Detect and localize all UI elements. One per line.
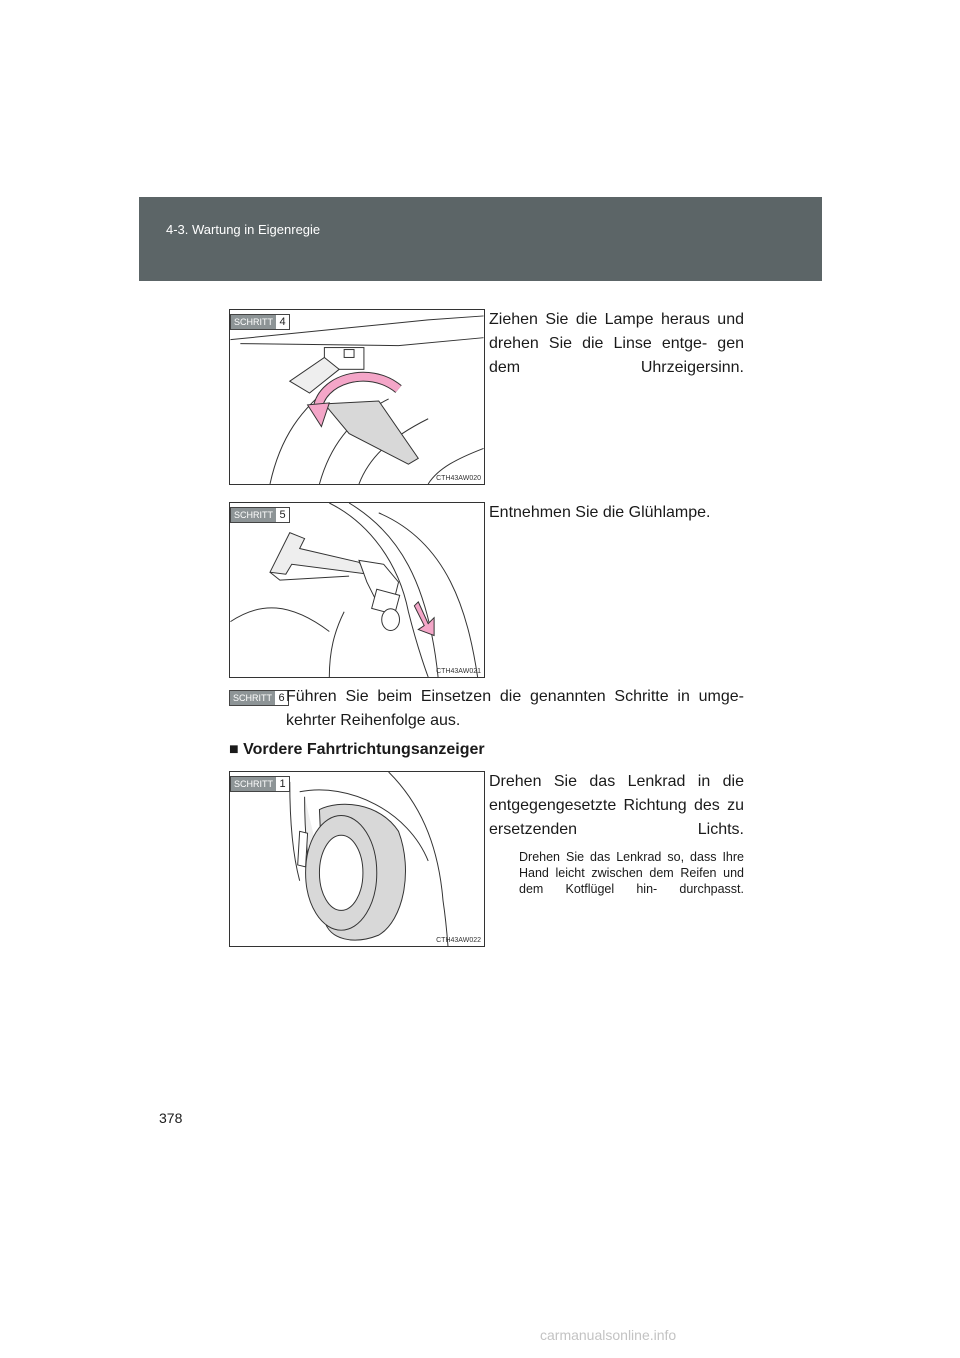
step-1-note: Drehen Sie das Lenkrad so, dass Ihre Hand leicht zwischen dem Reifen und dem Kotflügel hin- durchpasst. xyxy=(519,850,744,896)
step-badge xyxy=(230,776,290,792)
section-heading: ■ Vordere Fahrtrichtungsanzeiger xyxy=(229,741,485,758)
watermark: carmanualsonline.info xyxy=(540,1327,677,1343)
lamp-lens-illustration xyxy=(230,310,484,484)
step-6-badge xyxy=(229,690,289,706)
step-label: SCHRITT xyxy=(231,508,276,522)
figure-step-5 xyxy=(229,502,485,678)
step-label: SCHRITT xyxy=(231,777,276,791)
steering-wheel-tire-illustration xyxy=(230,772,484,946)
step-badge xyxy=(230,507,290,523)
figure-code: CTH43AW021 xyxy=(436,668,481,675)
step-number: 5 xyxy=(276,508,289,522)
figure-code: CTH43AW022 xyxy=(436,937,481,944)
step-number: 1 xyxy=(276,777,289,791)
figure-step-4 xyxy=(229,309,485,485)
step-6-instruction: Führen Sie beim Einsetzen die genannten Schritte in umge- kehrter Reihenfolge aus. xyxy=(286,688,744,729)
step-number: 4 xyxy=(276,315,289,329)
step-number: 6 xyxy=(275,691,288,705)
section-header xyxy=(139,197,822,281)
step-1-instruction: Drehen Sie das Lenkrad in die entgegengesetzte Richtung des zu ersetzenden Lichts. xyxy=(489,773,744,838)
section-title: 4-3. Wartung in Eigenregie xyxy=(166,222,321,237)
step-label: SCHRITT xyxy=(231,315,276,329)
step-4-instruction: Ziehen Sie die Lampe heraus und drehen Sie die Linse entge- gen dem Uhrzeigersinn. xyxy=(489,311,744,376)
step-5-instruction: Entnehmen Sie die Glühlampe. xyxy=(489,504,711,521)
step-label: SCHRITT xyxy=(230,691,275,705)
step-badge xyxy=(230,314,290,330)
bulb-removal-illustration xyxy=(230,503,484,677)
figure-step-1 xyxy=(229,771,485,947)
figure-code: CTH43AW020 xyxy=(436,475,481,482)
page-number: 378 xyxy=(159,1110,183,1126)
